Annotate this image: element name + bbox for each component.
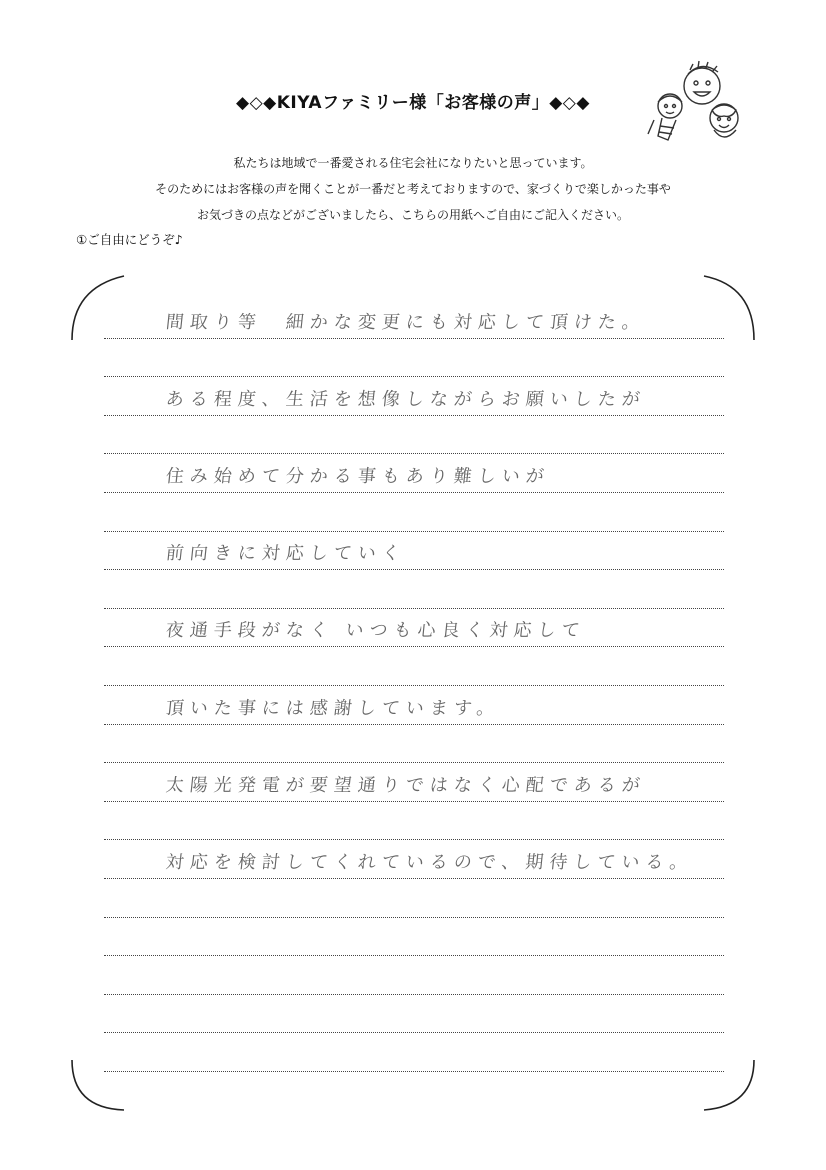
writing-line xyxy=(104,725,724,764)
writing-line xyxy=(104,339,724,378)
handwritten-text: ある程度、生活を想像しながらお願いしたが xyxy=(164,388,647,410)
intro-line: 私たちは地域で一番愛される住宅会社になりたいと思っています。 xyxy=(233,156,593,170)
writing-line xyxy=(104,763,724,802)
writing-line xyxy=(104,1033,724,1072)
intro-line: そのためにはお客様の声を聞くことが一番だと考えておりますので、家づくりで楽しかった事や xyxy=(155,182,671,196)
form-prompt: ①ご自由にどうぞ♪ xyxy=(76,232,183,247)
writing-line xyxy=(104,879,724,918)
writing-line xyxy=(104,686,724,725)
handwritten-text: 頂いた事には感謝しています。 xyxy=(164,697,502,719)
writing-line xyxy=(104,377,724,416)
intro-line: お気づきの点などがございましたら、こちらの用紙へご自由にご記入ください。 xyxy=(196,208,629,222)
writing-line xyxy=(104,493,724,532)
handwritten-text: 前向きに対応していく xyxy=(164,543,407,565)
writing-line xyxy=(104,609,724,648)
writing-line xyxy=(104,454,724,493)
writing-line xyxy=(104,300,724,339)
writing-line xyxy=(104,570,724,609)
handwritten-text: 間取り等 細かな変更にも対応して頂けた。 xyxy=(164,311,647,333)
page-title: ◆◇◆KIYAファミリー様「お客様の声」◆◇◆ xyxy=(236,93,590,113)
handwritten-text: 太陽光発電が要望通りではなく心配であるが xyxy=(164,774,647,796)
writing-line xyxy=(104,802,724,841)
handwritten-text: 夜通手段がなく いつも心良く対応して xyxy=(164,620,587,642)
comment-writing-area[interactable] xyxy=(104,300,724,1072)
writing-line xyxy=(104,647,724,686)
handwritten-text: 住み始めて分かる事もあり難しいが xyxy=(164,465,551,487)
writing-line xyxy=(104,995,724,1034)
writing-line xyxy=(104,532,724,571)
writing-line xyxy=(104,918,724,957)
writing-line xyxy=(104,840,724,879)
writing-line xyxy=(104,956,724,995)
handwritten-text: 対応を検討してくれているので、期待している。 xyxy=(164,851,695,873)
writing-line xyxy=(104,416,724,455)
